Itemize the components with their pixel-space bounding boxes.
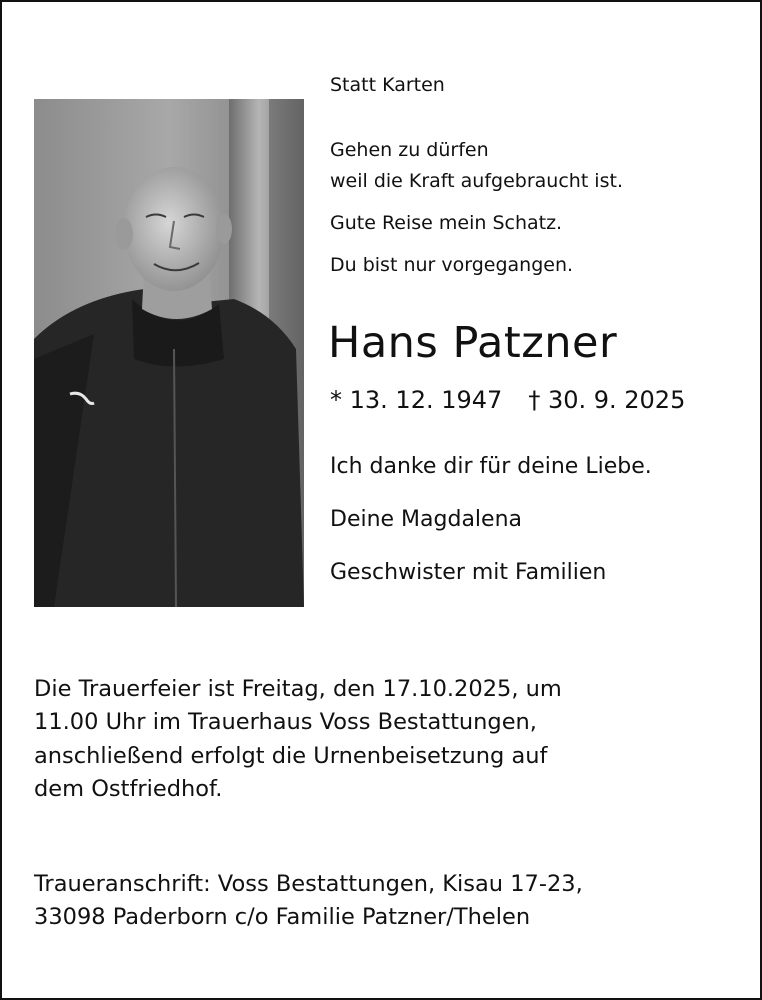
ceremony-line-2: 11.00 Uhr im Trauerhaus Voss Bestattungen, xyxy=(34,709,537,735)
mourner-line-1: Deine Magdalena xyxy=(330,507,523,532)
verse-line-2: weil die Kraft aufgebraucht ist. xyxy=(330,170,623,192)
life-dates xyxy=(330,385,685,415)
birth-date: * 13. 12. 1947 xyxy=(330,386,503,414)
ceremony-line-1: Die Trauerfeier ist Freitag, den 17.10.2025, um xyxy=(34,676,562,702)
ceremony-line-4: dem Ostfriedhof. xyxy=(34,776,223,802)
death-date: † 30. 9. 2025 xyxy=(528,386,686,414)
verse-line-1: Gehen zu dürfen xyxy=(330,139,489,161)
portrait-photo xyxy=(34,99,304,607)
ceremony-line-3: anschließend erfolgt die Urnenbeisetzung auf xyxy=(34,743,548,769)
thanks-message: Ich danke dir für deine Liebe. xyxy=(330,454,652,479)
verse-line-3: Gute Reise mein Schatz. xyxy=(330,212,563,234)
address-line-2: 33098 Paderborn c/o Familie Patzner/Thelen xyxy=(34,904,531,930)
verse-line-4: Du bist nur vorgegangen. xyxy=(330,254,574,276)
mourner-line-2: Geschwister mit Familien xyxy=(330,560,607,585)
deceased-name: Hans Patzner xyxy=(328,318,618,368)
address-line-1: Traueranschrift: Voss Bestattungen, Kisau 17-23, xyxy=(34,871,583,897)
portrait-illustration xyxy=(34,99,304,607)
statt-karten-label: Statt Karten xyxy=(330,74,445,96)
